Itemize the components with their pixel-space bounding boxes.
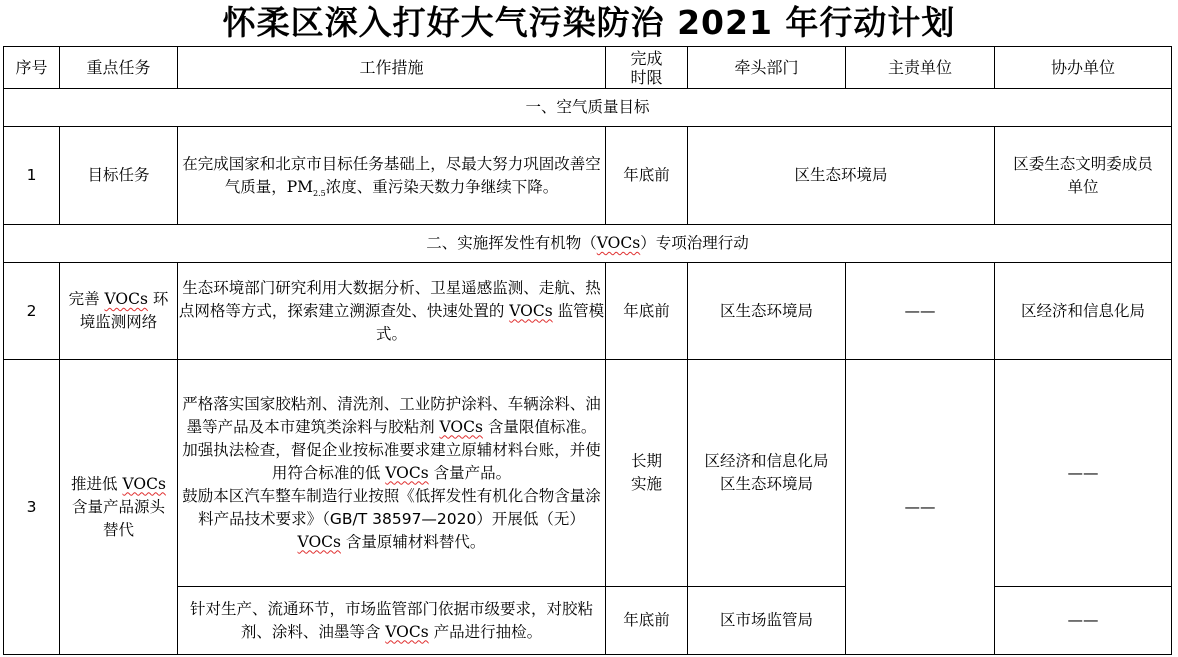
header-assist: 协办单位 [995, 47, 1172, 89]
row-3b-deadline: 年底前 [606, 587, 688, 655]
row-3-measure-2-pre: 加强执法检查，督促企业按标准要求建立原辅材料台账，并使用符合标准的低 [182, 440, 601, 482]
row-3b-measure-post: 产品进行抽检。 [428, 622, 543, 641]
row-3-measure-3-post: 含量原辅材料替代。 [341, 532, 486, 551]
row-2-lead: 区生态环境局 [688, 263, 846, 360]
header-lead: 牵头部门 [688, 47, 846, 89]
row-2-seq: 2 [4, 263, 60, 360]
row-3b-assist: —— [995, 587, 1172, 655]
row-3-measure-1-post: 含量限值标准。 [482, 417, 597, 436]
row-3-measure [178, 360, 606, 587]
row-1-measure-pm: PM [286, 177, 314, 196]
header-deadline-text: 完成时限 [630, 48, 663, 87]
row-3-measure-1-pre: 严格落实国家胶粘剂、清洗剂、工业防护涂料、车辆涂料、油墨等产品及本市建筑类涂料与胶粘剂 [182, 394, 601, 436]
table-row-3b [4, 587, 1172, 655]
row-1-measure-text: 在完成国家和北京市目标任务基础上，尽最大努力巩固改善空气质量， [182, 154, 601, 196]
row-3-task-voc: VOCs [122, 474, 166, 493]
row-2-deadline: 年底前 [606, 263, 688, 360]
section-2-title-voc: VOCs [596, 234, 641, 252]
row-3-measure-item-1 [178, 393, 605, 439]
row-3-responsible: —— [846, 360, 995, 655]
section-title-2 [4, 225, 1172, 263]
row-3-task-post: 含量产品源头替代 [71, 497, 165, 539]
row-1-measure [178, 127, 606, 225]
section-row-1 [4, 89, 1172, 127]
header-responsible: 主责单位 [846, 47, 995, 89]
row-3-task-pre: 推进低 [71, 474, 123, 493]
row-3-measure-2-post: 含量产品。 [428, 463, 512, 482]
row-2-measure [178, 263, 606, 360]
row-3-assist: —— [995, 360, 1172, 587]
row-2-assist: 区经济和信息化局 [995, 263, 1172, 360]
header-task: 重点任务 [60, 47, 178, 89]
row-3-lead-2: 区生态环境局 [719, 475, 813, 493]
header-deadline [606, 47, 688, 89]
row-3b-lead: 区市场监管局 [688, 587, 846, 655]
table-row-2 [4, 263, 1172, 360]
row-1-task: 目标任务 [60, 127, 178, 225]
row-2-responsible: —— [846, 263, 995, 360]
row-2-task-voc: VOCs [104, 290, 148, 308]
row-1-deadline: 年底前 [606, 127, 688, 225]
row-1-assist [995, 127, 1172, 225]
row-3-seq: 3 [4, 360, 60, 655]
row-2-task-post: 环境监测网络 [79, 290, 169, 331]
row-1-assist-text: 区委生态文明委成员单位 [1013, 154, 1153, 196]
row-3-measure-3-voc: VOCs [297, 532, 341, 551]
row-2-task-pre: 完善 [68, 290, 105, 308]
action-plan-table [3, 46, 1172, 655]
row-3-measure-item-3 [178, 485, 605, 554]
row-2-measure-voc: VOCs [509, 301, 553, 320]
row-1-measure-pm-subscript: 2.5 [313, 188, 326, 198]
table-row-3 [4, 360, 1172, 587]
table-row-1 [4, 127, 1172, 225]
row-3-measure-item-2 [178, 439, 605, 485]
row-3b-measure-voc: VOCs [385, 622, 429, 641]
row-1-lead: 区生态环境局 [688, 127, 995, 225]
header-seq: 序号 [4, 47, 60, 89]
row-3b-measure [178, 587, 606, 655]
row-1-seq: 1 [4, 127, 60, 225]
row-3-lead-1: 区经济和信息化局 [704, 452, 829, 470]
header-row [4, 47, 1172, 89]
row-3-task [60, 360, 178, 655]
header-measure: 工作措施 [178, 47, 606, 89]
row-3-deadline-text: 长期实施 [630, 452, 662, 493]
row-2-measure-post: 监管模式。 [375, 301, 605, 343]
section-row-2 [4, 225, 1172, 263]
row-3b-measure-pre: 针对生产、流通环节，市场监管部门依据市级要求，对胶粘剂、涂料、油墨等含 [189, 599, 593, 641]
row-2-task [60, 263, 178, 360]
row-3-deadline [606, 360, 688, 587]
row-2-measure-pre: 生态环境部门研究利用大数据分析、卫星遥感监测、走航、热点网格等方式，探索建立溯源查处、快速处置的 [178, 278, 601, 320]
row-3-measure-3-pre: 鼓励本区汽车整车制造行业按照《低挥发性有机化合物含量涂料产品技术要求》（GB/T 38597—2020）开展低（无） [182, 486, 601, 528]
page-title: 怀柔区深入打好大气污染防治 2021 年行动计划 [222, 3, 956, 42]
section-2-title-post: ）专项治理行动 [640, 234, 749, 252]
section-2-title-pre: 二、实施挥发性有机物（ [426, 234, 597, 252]
row-1-measure-text-end: 浓度、重污染天数力争继续下降。 [325, 177, 559, 196]
row-3-measure-2-voc: VOCs [385, 463, 429, 482]
section-title-1: 一、空气质量目标 [4, 89, 1172, 127]
row-3-measure-1-voc: VOCs [439, 417, 483, 436]
row-3-lead [688, 360, 846, 587]
